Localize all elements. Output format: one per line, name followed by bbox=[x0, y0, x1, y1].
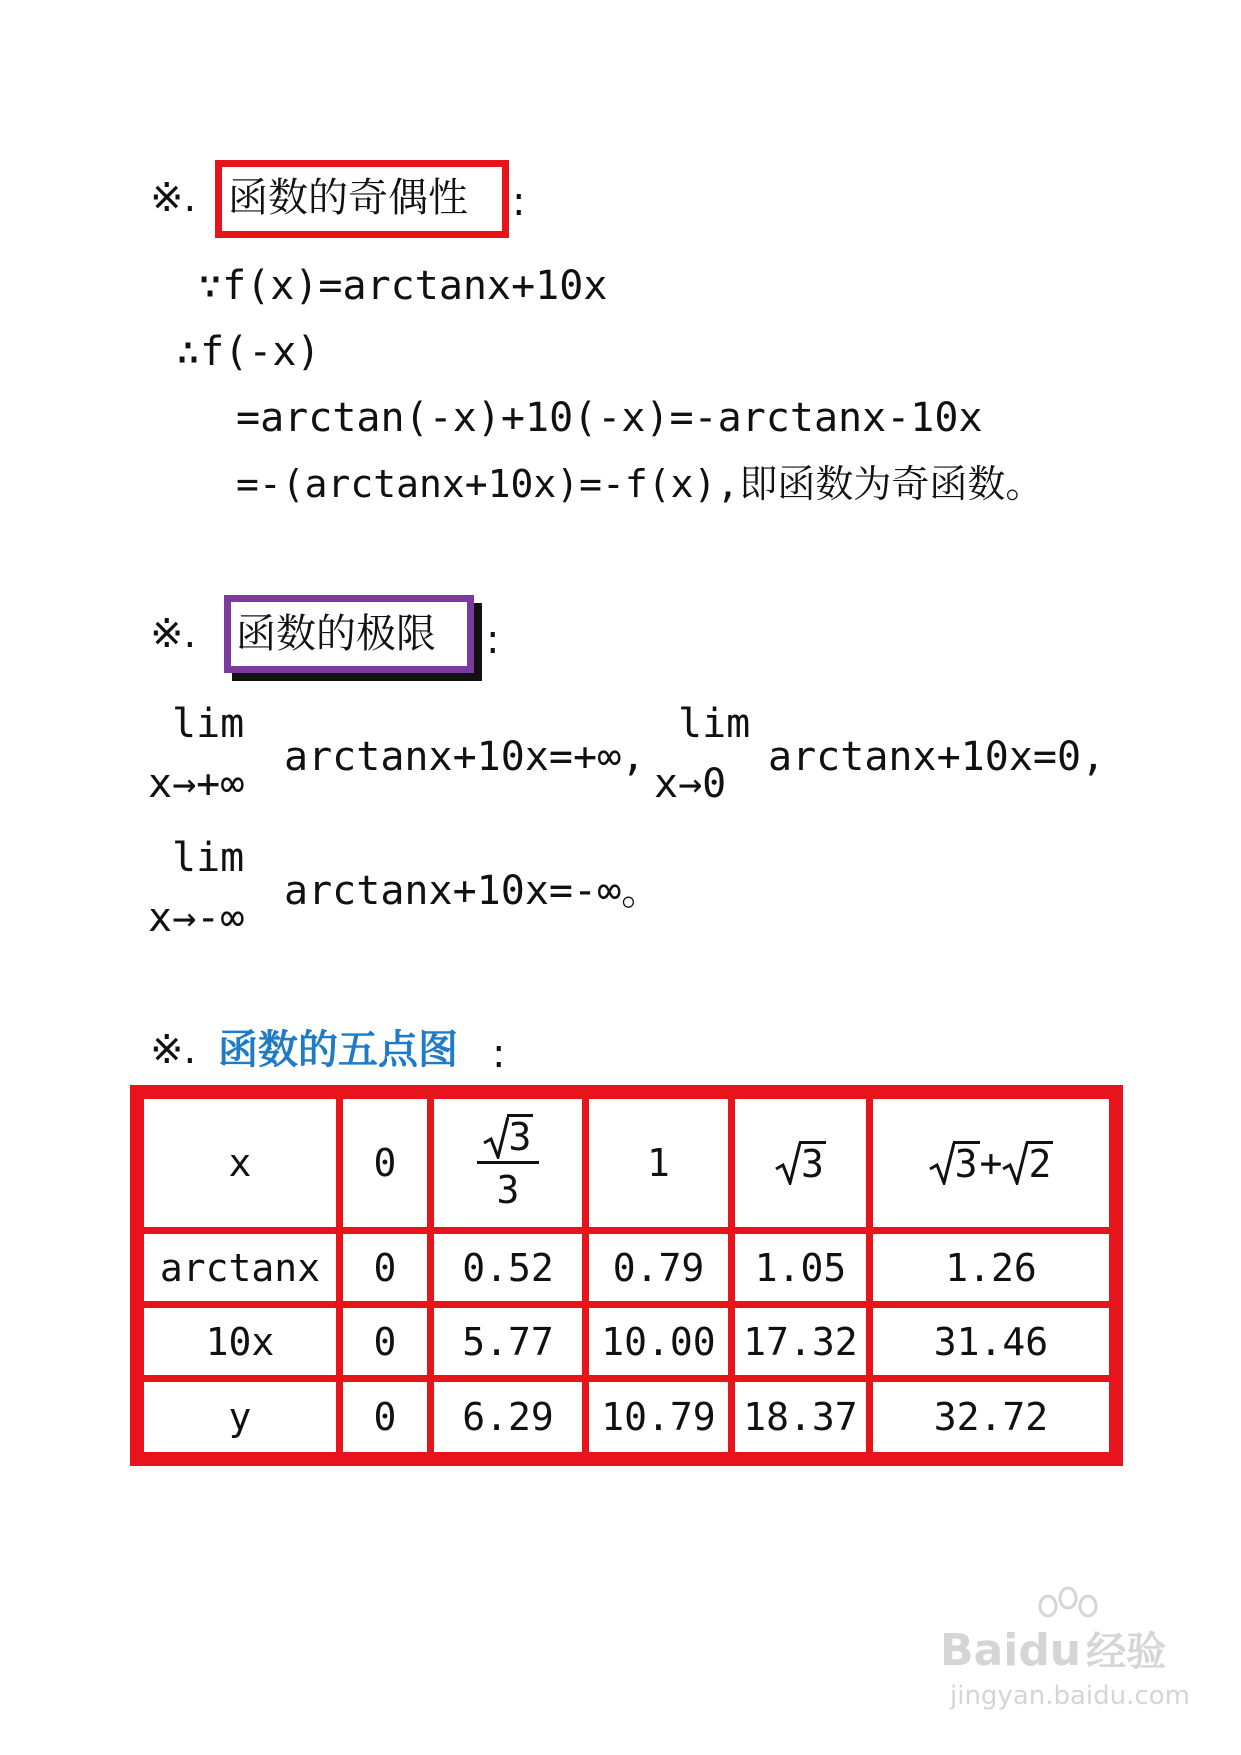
table-header-0 bbox=[336, 1092, 434, 1234]
table-cell bbox=[582, 1227, 735, 1308]
table-cell bbox=[336, 1375, 434, 1459]
limit-3-expr: arctanx+10x=-∞。 bbox=[284, 868, 662, 914]
limit-2-expr: arctanx+10x=0, bbox=[768, 734, 1106, 780]
limit-2-lim: lim bbox=[678, 701, 751, 747]
table-header-1 bbox=[582, 1092, 735, 1234]
watermark-brand: Bai bbox=[940, 1625, 1019, 1676]
cell-value: 32.72 bbox=[933, 1395, 1049, 1439]
table-cell bbox=[728, 1301, 873, 1382]
radical-icon bbox=[775, 1141, 801, 1185]
row-label: arctanx bbox=[159, 1245, 321, 1290]
cell-value: 31.46 bbox=[933, 1319, 1049, 1364]
cell-value: 0 bbox=[373, 1395, 397, 1439]
header-1-text: 1 bbox=[647, 1141, 670, 1185]
cell-value: 1.05 bbox=[754, 1245, 847, 1290]
table-cell bbox=[866, 1227, 1116, 1308]
table-cell bbox=[866, 1301, 1116, 1382]
table-cell bbox=[427, 1301, 589, 1382]
parity-line-3: =arctan(-x)+10(-x)=-arctanx-10x bbox=[236, 395, 983, 441]
section-five-points-prefix: ※. bbox=[150, 1027, 197, 1073]
baidu-watermark bbox=[940, 1620, 1190, 1711]
section-parity-title: 函数的奇偶性 bbox=[228, 175, 468, 221]
table-cell bbox=[866, 1375, 1116, 1459]
section-limits-title: 函数的极限 bbox=[236, 611, 436, 657]
section-five-points-title: 函数的五点图 bbox=[218, 1027, 458, 1073]
table-header-label bbox=[137, 1092, 343, 1234]
table-row-10x-label bbox=[137, 1301, 343, 1382]
radicand-3: 3 bbox=[508, 1115, 532, 1160]
table-cell bbox=[728, 1375, 873, 1459]
radicand-3: 3 bbox=[954, 1141, 978, 1186]
plus-sign: + bbox=[979, 1141, 1003, 1185]
cell-value: 0 bbox=[373, 1245, 397, 1290]
cell-value: 5.77 bbox=[462, 1319, 554, 1364]
radical-icon bbox=[929, 1141, 955, 1185]
section-parity-prefix: ※. bbox=[150, 175, 197, 221]
radicand-3: 3 bbox=[801, 1141, 824, 1186]
cell-value: 17.32 bbox=[743, 1319, 858, 1364]
limit-1-expr: arctanx+10x=+∞, bbox=[284, 734, 646, 780]
table-cell bbox=[427, 1227, 589, 1308]
section-parity-colon: : bbox=[512, 179, 526, 225]
table-cell bbox=[336, 1301, 434, 1382]
table-row-y-label bbox=[137, 1375, 343, 1459]
parity-line-4: =-(arctanx+10x)=-f(x),即函数为奇函数。 bbox=[236, 462, 1044, 506]
parity-line-2: ∴f(-x) bbox=[176, 329, 321, 375]
section-five-points-colon: : bbox=[492, 1031, 506, 1077]
watermark-url: jingyan.baidu.com bbox=[950, 1681, 1190, 1711]
limit-3-lim: lim bbox=[172, 835, 245, 881]
cell-value: 0.79 bbox=[612, 1245, 705, 1290]
cell-value: 10.00 bbox=[601, 1319, 716, 1364]
cell-value: 10.79 bbox=[601, 1395, 716, 1439]
row-label: y bbox=[228, 1395, 252, 1439]
paw-icon bbox=[1028, 1586, 1108, 1646]
cell-value: 1.26 bbox=[945, 1245, 1037, 1290]
cell-value: 6.29 bbox=[462, 1395, 554, 1439]
table-cell bbox=[427, 1375, 589, 1459]
radical-icon bbox=[1002, 1141, 1028, 1185]
table-header-sqrt3-over-3 bbox=[427, 1092, 589, 1234]
table-cell bbox=[582, 1301, 735, 1382]
radical-icon bbox=[483, 1115, 509, 1159]
cell-value: 18.37 bbox=[743, 1395, 858, 1439]
limit-3-sub: x→-∞ bbox=[148, 895, 245, 941]
watermark-brand-cn: 经验 bbox=[1086, 1629, 1167, 1675]
radicand-2: 2 bbox=[1028, 1141, 1052, 1186]
cell-value: 0 bbox=[373, 1319, 397, 1364]
five-point-table bbox=[130, 1085, 1123, 1466]
fraction-numerator bbox=[477, 1114, 540, 1164]
row-label: 10x bbox=[205, 1319, 275, 1364]
fraction-denominator: 3 bbox=[496, 1167, 520, 1212]
table-cell bbox=[582, 1375, 735, 1459]
header-x-text: x bbox=[228, 1141, 252, 1185]
limit-2-sub: x→0 bbox=[654, 761, 727, 807]
section-limits-colon: : bbox=[486, 617, 500, 663]
table-cell bbox=[336, 1227, 434, 1308]
parity-line-1: ∵f(x)=arctanx+10x bbox=[198, 263, 608, 309]
table-header-sqrt3-plus-sqrt2 bbox=[866, 1092, 1116, 1234]
header-0-text: 0 bbox=[373, 1141, 397, 1185]
table-cell bbox=[728, 1227, 873, 1308]
table-row-arctanx-label bbox=[137, 1227, 343, 1308]
limit-1-lim: lim bbox=[172, 701, 245, 747]
table-header-sqrt3 bbox=[728, 1092, 873, 1234]
section-limits-prefix: ※. bbox=[150, 611, 197, 657]
watermark-brand-2: du bbox=[1018, 1625, 1082, 1676]
limit-1-sub: x→+∞ bbox=[148, 761, 245, 807]
cell-value: 0.52 bbox=[462, 1245, 554, 1290]
